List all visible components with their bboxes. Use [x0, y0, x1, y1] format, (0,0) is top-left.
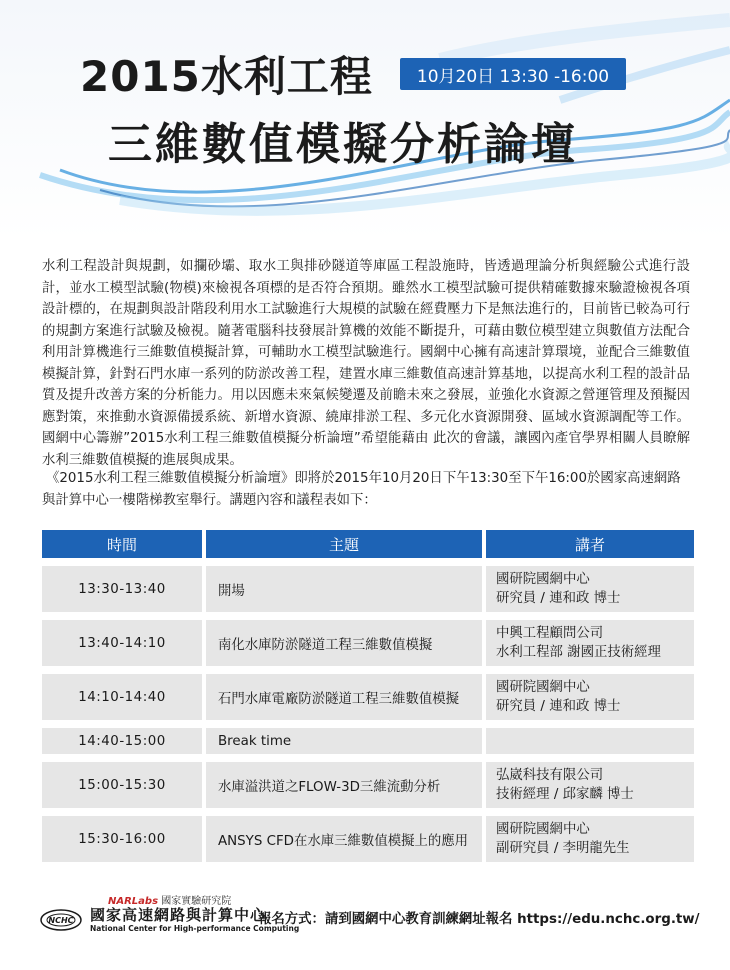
table-header — [42, 530, 694, 558]
row-speaker — [486, 674, 694, 720]
header-banner — [0, 0, 730, 240]
speaker-org: 國研院國網中心 — [496, 680, 590, 695]
row-speaker — [486, 762, 694, 808]
speaker-name: 技術經理 / 邱家麟 博士 — [496, 787, 634, 802]
row-speaker — [486, 620, 694, 666]
table-row — [42, 566, 694, 612]
nar-labs-org: 國家實驗研究院 — [161, 896, 232, 907]
row-topic: 南化水庫防淤隧道工程三維數值模擬 — [206, 620, 482, 666]
logo-text: NCHC — [48, 916, 74, 925]
notice-paragraph: 《2015水利工程三維數值模擬分析論壇》即將於2015年10月20日下午13:30至下午16:00於國家高速網路與計算中心一樓階梯教室舉行。講題內容和議程表如下： — [42, 471, 681, 508]
row-time: 14:40-15:00 — [42, 728, 202, 754]
header-speaker: 講者 — [486, 530, 694, 558]
header-time: 時間 — [42, 530, 202, 558]
speaker-org: 弘崴科技有限公司 — [496, 768, 604, 783]
speaker-name: 研究員 / 連和政 博士 — [496, 699, 621, 714]
org-name-zh: 國家高速網路與計算中心 — [90, 906, 267, 924]
row-time: 13:40-14:10 — [42, 620, 202, 666]
row-topic: 開場 — [206, 566, 482, 612]
table-row — [42, 762, 694, 808]
title-line-1: 2015水利工程 — [80, 52, 373, 101]
nchc-logo-icon — [40, 908, 82, 932]
row-topic: ANSYS CFD在水庫三維數值模擬上的應用 — [206, 816, 482, 862]
row-time: 15:00-15:30 — [42, 762, 202, 808]
intro-paragraph: 水利工程設計與規劃，如攔砂壩、取水工與排砂隧道等庫區工程設施時，皆透過理論分析與經驗公式進行設計，並水工模型試驗(物模)來檢視各項標的是否符合預期。雖然水工模型試驗可提供精確數據來驗證檢視各項設計標的，在規劃與設計階段利用水工試驗進行大規模的試驗在經費壓力下是無法進行的，目前皆已較為可行的規劃方案進行試驗及檢視。隨著電腦科技發展計算機的效能不斷提升，可藉由數位模型建立與數值方法配合利用計算機進行三維數值模擬計算，可輔助水工模型試驗進行。國網中心擁有高速計算環境，並配合三維數值模擬計算，針對石門水庫一系列的防淤改善工程，建置水庫三維數值高速計算基地，以提高水利工程的設計品質及提升改善方案的分析能力。用以因應未來氣候變遷及前瞻未來之發展，並強化水資源之營運管理及預擬因應對策，來推動水資源備援系統、新增水資源、繞庫排淤工程、多元化水資源開發、區域水資源調配等工作。國網中心籌辦”2015水利工程三維數值模擬分析論壇”希望能藉由 此次的會議，讓國內產官學界相關人員瞭解水利三維數值模擬的進展與成果。 — [42, 259, 690, 468]
footer — [0, 888, 730, 970]
schedule-table — [42, 530, 694, 862]
org-name-en: National Center for High-performance Computing — [90, 924, 300, 933]
speaker-org: 國研院國網中心 — [496, 822, 590, 837]
speaker-name: 副研究員 / 李明龍先生 — [496, 841, 630, 856]
row-topic: 水庫溢洪道之FLOW-3D三維流動分析 — [206, 762, 482, 808]
row-topic: 石門水庫電廠防淤隧道工程三維數值模擬 — [206, 674, 482, 720]
title-line-2: 三維數值模擬分析論壇 — [108, 119, 578, 170]
row-time: 13:30-13:40 — [42, 566, 202, 612]
row-time: 15:30-16:00 — [42, 816, 202, 862]
table-row — [42, 674, 694, 720]
row-speaker — [486, 728, 694, 754]
row-speaker — [486, 566, 694, 612]
speaker-name: 水利工程部 謝國正技術經理 — [496, 645, 661, 660]
table-row — [42, 816, 694, 862]
row-topic: Break time — [206, 728, 482, 754]
date-badge: 10月20日 13:30 -16:00 — [400, 58, 626, 90]
row-time: 14:10-14:40 — [42, 674, 202, 720]
speaker-name: 研究員 / 連和政 博士 — [496, 591, 621, 606]
nar-labs-brand: NARLabs — [108, 896, 159, 907]
table-row — [42, 620, 694, 666]
row-speaker — [486, 816, 694, 862]
speaker-org: 國研院國網中心 — [496, 572, 590, 587]
registration-info: 報名方式：請到國網中心教育訓練網址報名 https://edu.nchc.org.tw/ — [258, 912, 700, 927]
speaker-org: 中興工程顧問公司 — [496, 626, 604, 641]
table-row — [42, 728, 694, 754]
header-topic: 主題 — [206, 530, 482, 558]
